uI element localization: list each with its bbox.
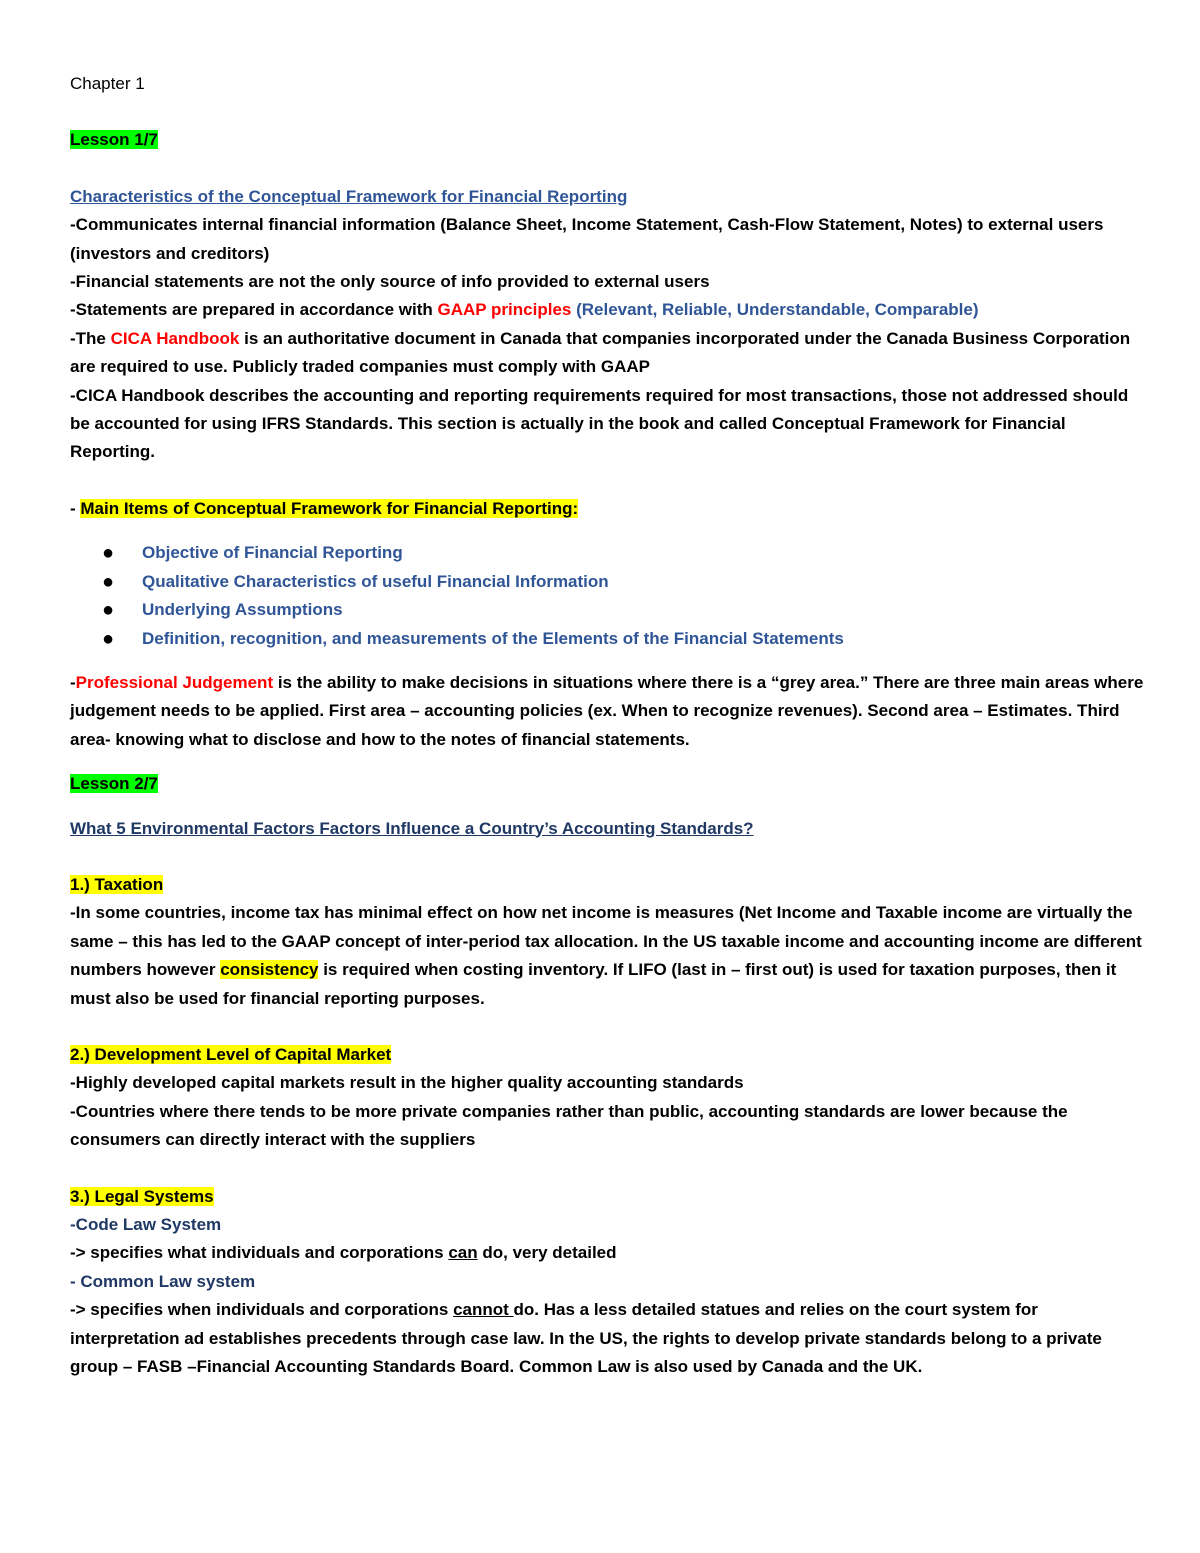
factor-taxation-text: -In some countries, income tax has minimal effect on how net income is measures (Net Income and Taxable income are virtually the same – this has led to the GAAP concept of inter-period tax allocation. In the US taxable income and accounting income are different numbers however consistency is required when costing inventory. If LIFO (last in – first out) is used for taxation purposes, then it must also be used for financial reporting purposes. — [70, 903, 1142, 1008]
list-item: ● Qualitative Characteristics of useful Financial Information — [70, 568, 1145, 596]
common-law-label: - Common Law system — [70, 1271, 256, 1291]
bullet-icon: ● — [102, 542, 115, 565]
lesson-2-heading: What 5 Environmental Factors Factors Influence a Country’s Accounting Standards? — [70, 818, 754, 838]
chapter-title: Chapter 1 — [70, 74, 145, 93]
lesson-1-line-statements-source: -Financial statements are not the only source of info provided to external users — [70, 272, 710, 292]
list-item: ● Underlying Assumptions — [70, 596, 1145, 624]
lesson-1-line-cica-describes: -CICA Handbook describes the accounting and reporting requirements required for most transactions, those not addressed should be accounted for using IFRS Standards. This section is actually in the book and called Conceptual Framework for Financial Reporting. — [70, 385, 1129, 462]
bullet-icon: ● — [102, 599, 115, 622]
lesson-2-label: Lesson 2/7 — [70, 774, 158, 794]
factor-taxation-title: 1.) Taxation — [70, 874, 164, 894]
cica-handbook-term: CICA Handbook — [110, 328, 240, 348]
lesson-1-heading: Characteristics of the Conceptual Framework for Financial Reporting — [70, 186, 628, 206]
list-item: ● Objective of Financial Reporting — [70, 539, 1145, 567]
code-law-text: -> specifies what individuals and corporations can do, very detailed — [70, 1243, 617, 1263]
professional-judgement-term: Professional Judgement — [75, 672, 274, 692]
factor-capital-market-title: 2.) Development Level of Capital Market — [70, 1044, 392, 1064]
lesson-1-line-cica: -The CICA Handbook is an authoritative document in Canada that companies incorporated under the Canada Business Corporation are required to use. Publicly traded companies must comply with GAAP — [70, 328, 1131, 377]
common-law-text: -> specifies when individuals and corporations cannot do. Has a less detailed statues and relies on the court system for interpretation ad establishes precedents through case law. In the US, the rights to develop private standards belong to a private group – FASB –Financial Accounting Standards Board. Common Law is also used by Canada and the UK. — [70, 1300, 1102, 1377]
consistency-term: consistency — [220, 960, 319, 980]
code-law-label: -Code Law System — [70, 1215, 222, 1234]
professional-judgement-paragraph: -Professional Judgement is the ability to make decisions in situations where there is a “grey area.” There are three main areas where judgement needs to be applied. First area – accounting policies (ex. When to recognize revenues). Second area – Estimates. Third area- knowing what to disclose and how to the notes of financial statements. — [70, 672, 1144, 749]
factor-legal-systems-title: 3.) Legal Systems — [70, 1186, 214, 1206]
gaap-principles-term: GAAP principles — [437, 300, 572, 320]
main-items-heading: - Main Items of Conceptual Framework for Financial Reporting: — [70, 498, 579, 518]
lesson-1-line-communicates: -Communicates internal financial information (Balance Sheet, Income Statement, Cash-Flow Statement, Notes) to external users (investors and creditors) — [70, 215, 1104, 263]
list-item: ● Definition, recognition, and measurements of the Elements of the Financial Statements — [70, 625, 1145, 653]
lesson-1-line-gaap: -Statements are prepared in accordance with GAAP principles (Relevant, Reliable, Understandable, Comparable) — [70, 300, 979, 320]
document-page — [70, 70, 1145, 1381]
factor-capital-market-line-2: -Countries where there tends to be more private companies rather than public, accounting standards are lower because the consumers can directly interact with the suppliers — [70, 1101, 1068, 1150]
bullet-icon: ● — [102, 627, 115, 650]
bullet-icon: ● — [102, 570, 115, 593]
main-items-list — [70, 539, 1145, 653]
lesson-1-label: Lesson 1/7 — [70, 130, 158, 150]
factor-capital-market-line-1: -Highly developed capital markets result in the higher quality accounting standards — [70, 1073, 744, 1093]
